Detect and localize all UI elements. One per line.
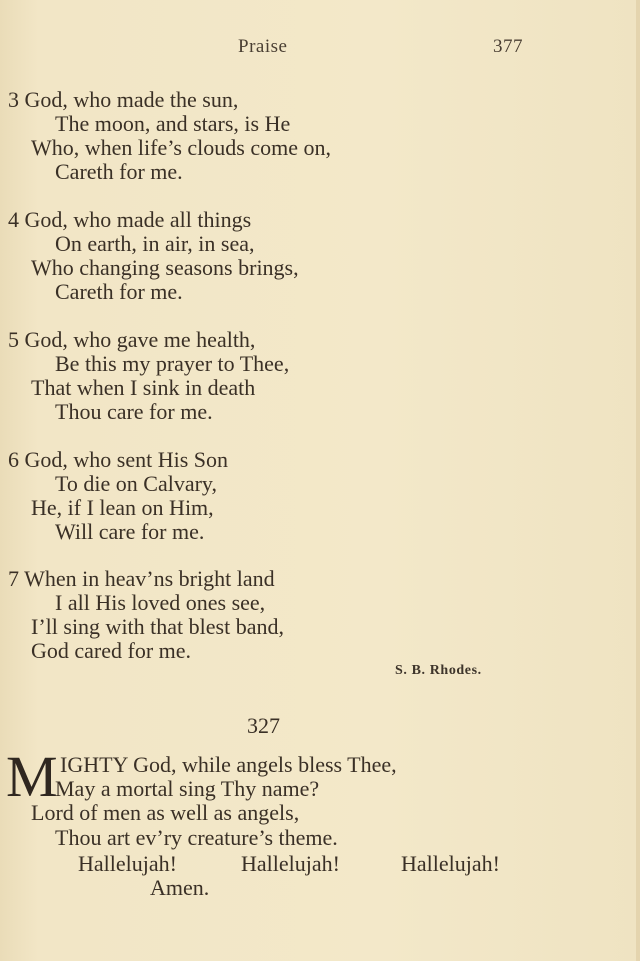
verse-line: 5 God, who gave me health,	[8, 327, 256, 352]
verse-line: I all His loved ones see,	[55, 590, 266, 615]
running-head-title: Praise	[238, 36, 288, 57]
verse-line: Be this my prayer to Thee,	[55, 351, 290, 376]
verse-line: I’ll sing with that blest band,	[31, 614, 284, 639]
verse-line: 7 When in heav’ns bright land	[8, 566, 275, 591]
verse-line: That when I sink in death	[31, 375, 256, 400]
hallelujah: Hallelujah!	[78, 851, 177, 876]
hymn-line: Lord of men as well as angels,	[31, 800, 300, 825]
hymn-line: IGHTY God, while angels bless Thee,	[60, 752, 397, 777]
verse-number: 4	[8, 207, 19, 232]
drop-cap: M	[6, 744, 58, 809]
verse-line: To die on Calvary,	[55, 471, 217, 496]
verse-number: 3	[8, 87, 19, 112]
verse-line: He, if I lean on Him,	[31, 495, 214, 520]
verse-line: 4 God, who made all things	[8, 207, 252, 232]
verse-number: 5	[8, 327, 19, 352]
hymn-line: Thou art ev’ry creature’s theme.	[55, 825, 338, 850]
page-edge	[636, 0, 640, 961]
verse-line: Thou care for me.	[55, 399, 213, 424]
verse-line: Will care for me.	[55, 519, 205, 544]
verse-line: Who, when life’s clouds come on,	[31, 135, 331, 160]
verse-line: Who changing seasons brings,	[31, 255, 299, 280]
hymn-number: 327	[247, 713, 280, 738]
verse-line: God cared for me.	[31, 638, 192, 663]
verse-number: 7	[8, 566, 19, 591]
verse-line: 3 God, who made the sun,	[8, 87, 239, 112]
verse-line: Careth for me.	[55, 159, 183, 184]
verse-line: Careth for me.	[55, 279, 183, 304]
verse-line: 6 God, who sent His Son	[8, 447, 229, 472]
page-number: 377	[493, 36, 523, 57]
author-attribution: S. B. Rhodes.	[395, 663, 482, 678]
hymn-line: May a mortal sing Thy name?	[55, 776, 320, 801]
verse-line: The moon, and stars, is He	[55, 111, 291, 136]
verse-number: 6	[8, 447, 19, 472]
amen: Amen.	[150, 875, 210, 900]
verse-line: On earth, in air, in sea,	[55, 231, 255, 256]
hallelujah: Hallelujah!	[401, 851, 500, 876]
hallelujah: Hallelujah!	[241, 851, 340, 876]
